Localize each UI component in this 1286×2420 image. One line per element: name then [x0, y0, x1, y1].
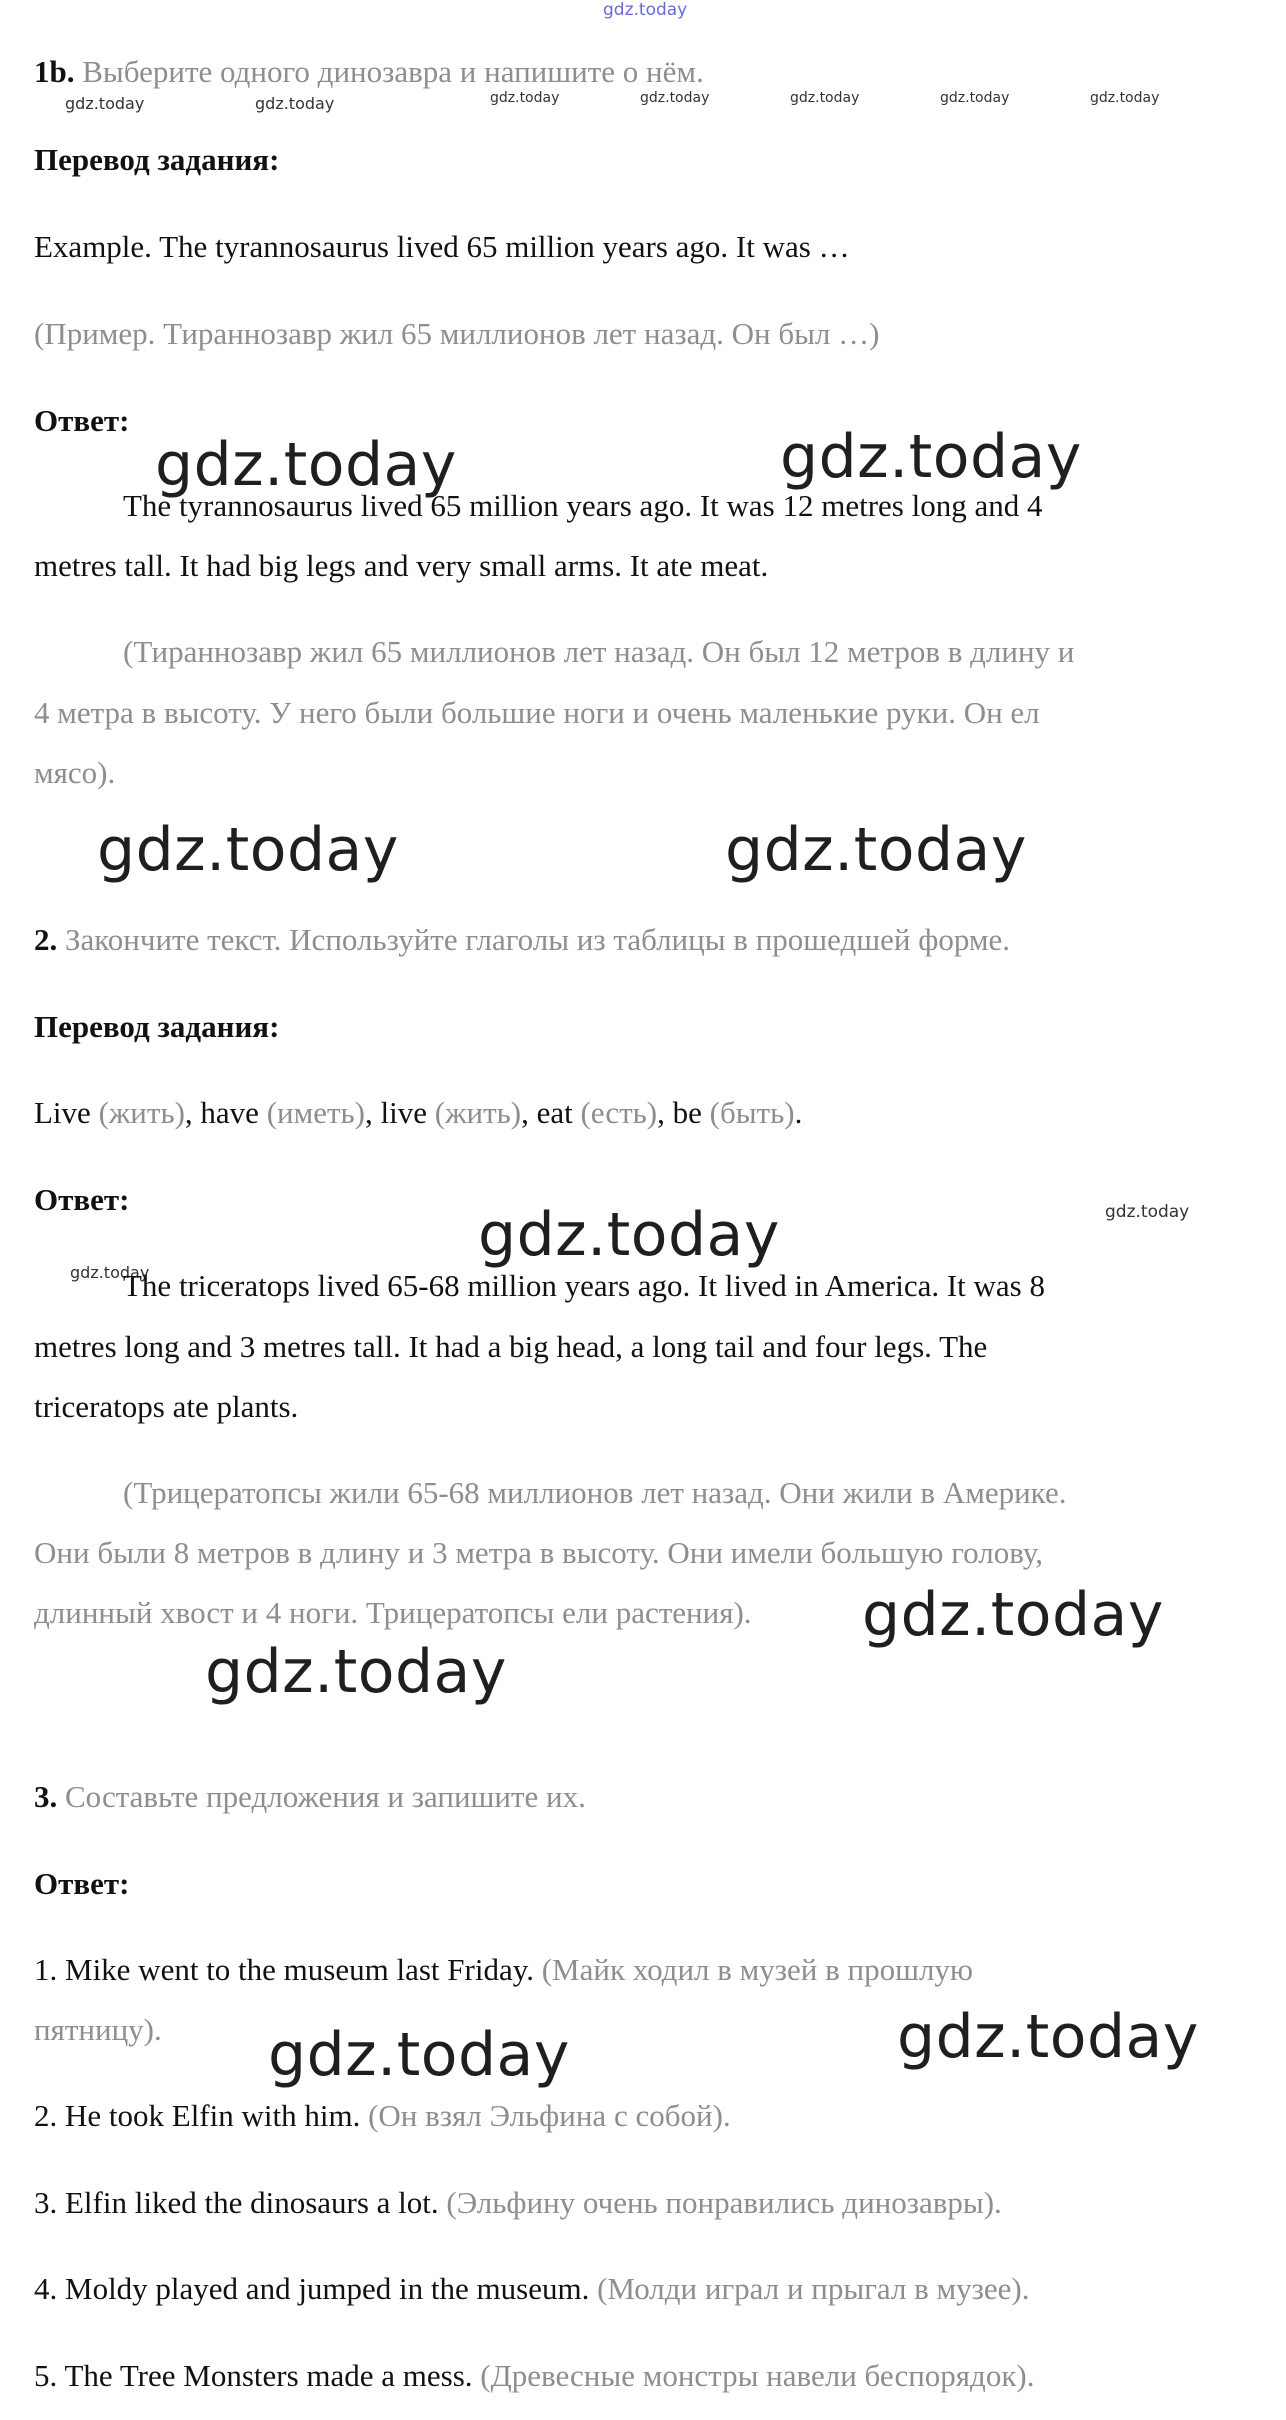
- answer-heading: Ответ:: [34, 1866, 130, 1901]
- answer-translation-line: мясо).: [34, 755, 116, 790]
- watermark-small: gdz.today: [790, 90, 860, 106]
- task-text: Составьте предложения и запишите их.: [65, 1779, 586, 1814]
- translation-heading: Перевод задания:: [34, 142, 280, 177]
- watermark-large: gdz.today: [897, 2002, 1199, 2072]
- verb: live: [380, 1095, 427, 1130]
- watermark-small: gdz.today: [65, 94, 145, 113]
- watermark-small: gdz.today: [1105, 1202, 1190, 1222]
- watermark-large: gdz.today: [862, 1580, 1164, 1650]
- watermark-small: gdz.today: [70, 1263, 150, 1282]
- answer-translation-line: 4 метра в высоту. У него были большие ноги и очень маленькие руки. Он ел: [34, 695, 1040, 730]
- sentence: [34, 2269, 1030, 2309]
- sentence-ru: (Молди играл и прыгал в музее).: [597, 2271, 1030, 2306]
- answer-line: metres tall. It had big legs and very small arms. It ate meat.: [34, 548, 769, 583]
- task-text: Выберите одного динозавра и напишите о нём.: [82, 54, 704, 89]
- sentence: [34, 1950, 973, 1990]
- verb: have: [200, 1095, 259, 1130]
- sentence-en: 3. Elfin liked the dinosaurs a lot.: [34, 2185, 439, 2220]
- answer-translation-line: (Тираннозавр жил 65 миллионов лет назад. Он был 12 метров в длину и: [123, 634, 1075, 669]
- watermark-small: gdz.today: [1090, 90, 1160, 106]
- answer-line: metres long and 3 metres tall. It had a big head, a long tail and four legs. The: [34, 1329, 988, 1364]
- verb-translation: (жить): [434, 1095, 522, 1130]
- sentence-en: 5. The Tree Monsters made a mess.: [34, 2358, 473, 2393]
- exercise-1b-task: [34, 52, 704, 92]
- answer-translation-line: Они были 8 метров в длину и 3 метра в высоту. Они имели большую голову,: [34, 1535, 1043, 1570]
- verb-translation: (жить): [98, 1095, 185, 1130]
- verb: Live: [34, 1095, 91, 1130]
- sentence: [34, 2356, 1034, 2396]
- watermark-small: gdz.today: [640, 90, 710, 106]
- verb-translation: (есть): [580, 1095, 658, 1130]
- exercise-number: 2.: [34, 922, 58, 957]
- answer-translation-line: длинный хвост и 4 ноги. Трицератопсы ели растения).: [34, 1595, 752, 1630]
- sentence-ru: (Майк ходил в музей в прошлую: [541, 1952, 974, 1987]
- answer-line: triceratops ate plants.: [34, 1389, 299, 1424]
- verb-list: Live (жить), have (иметь), live (жить), eat (есть), be (быть).: [34, 1095, 803, 1130]
- sentence-ru: (Древесные монстры навели беспорядок).: [480, 2358, 1035, 2393]
- sentence: [34, 2183, 1002, 2223]
- watermark-large: gdz.today: [97, 815, 399, 885]
- answer-line: The triceratops lived 65-68 million years ago. It lived in America. It was 8: [123, 1268, 1045, 1303]
- verb-translation: (иметь): [266, 1095, 365, 1130]
- exercise-number: 3.: [34, 1779, 58, 1814]
- watermark-top: gdz.today: [603, 0, 688, 20]
- sentence-ru: (Эльфину очень понравились динозавры).: [446, 2185, 1002, 2220]
- answer-heading: Ответ:: [34, 403, 130, 438]
- translation-heading: Перевод задания:: [34, 1009, 280, 1044]
- watermark-large: gdz.today: [725, 815, 1027, 885]
- sentence-en: 1. Mike went to the museum last Friday.: [34, 1952, 534, 1987]
- example-translation: (Пример. Тираннозавр жил 65 миллионов лет назад. Он был …): [34, 316, 880, 351]
- sentence-en: 4. Moldy played and jumped in the museum.: [34, 2271, 590, 2306]
- verb: be: [672, 1095, 702, 1130]
- watermark-small: gdz.today: [940, 90, 1010, 106]
- exercise-number: 1b.: [34, 54, 75, 89]
- sentence-ru: (Он взял Эльфина с собой).: [368, 2098, 731, 2133]
- exercise-2-task: [34, 920, 1010, 960]
- exercise-3-task: [34, 1777, 586, 1817]
- answer-translation-line: (Трицератопсы жили 65-68 миллионов лет назад. Они жили в Америке.: [123, 1475, 1067, 1510]
- sentence-en: 2. He took Elfin with him.: [34, 2098, 361, 2133]
- verb: eat: [536, 1095, 573, 1130]
- watermark-small: gdz.today: [490, 90, 560, 106]
- verb-translation: (быть): [709, 1095, 795, 1130]
- task-text: Закончите текст. Используйте глаголы из таблицы в прошедшей форме.: [65, 922, 1010, 957]
- answer-heading: Ответ:: [34, 1182, 130, 1217]
- sentence-ru-cont: пятницу).: [34, 2012, 162, 2047]
- watermark-large: gdz.today: [268, 2020, 570, 2090]
- watermark-small: gdz.today: [255, 94, 335, 113]
- answer-line: The tyrannosaurus lived 65 million years ago. It was 12 metres long and 4: [123, 488, 1043, 523]
- watermark-large: gdz.today: [478, 1200, 780, 1270]
- watermark-large: gdz.today: [780, 422, 1082, 492]
- sentence: [34, 2096, 731, 2136]
- example-text: Example. The tyrannosaurus lived 65 million years ago. It was …: [34, 229, 850, 264]
- watermark-large: gdz.today: [155, 430, 457, 500]
- watermark-large: gdz.today: [205, 1637, 507, 1707]
